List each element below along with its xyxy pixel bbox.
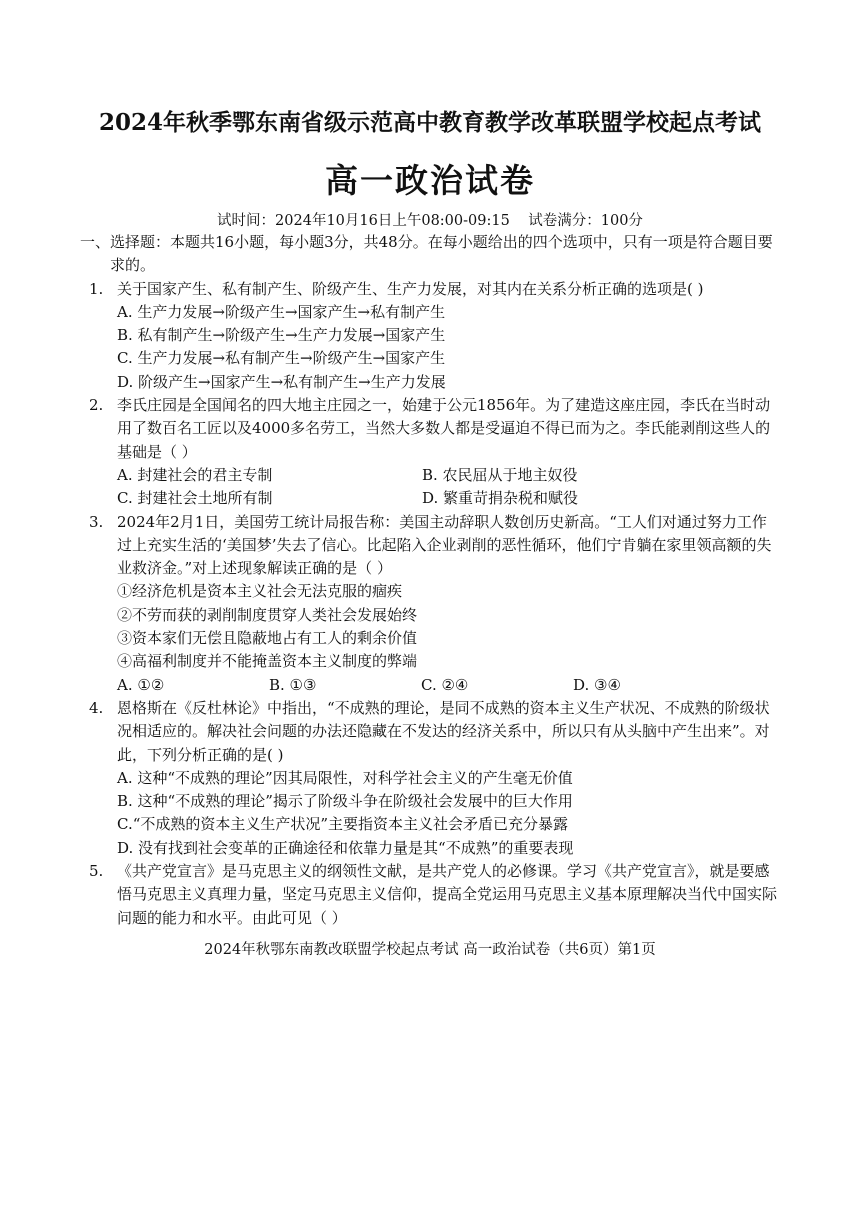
- statement-4: ④高福利制度并不能掩盖资本主义制度的弊端: [117, 652, 418, 671]
- question-number: 3.: [89, 512, 104, 531]
- question-stem: 关于国家产生、私有制产生、阶级产生、生产力发展，对其内在关系分析正确的选项是( ): [117, 279, 704, 298]
- question-number: 4.: [89, 698, 104, 717]
- question-4: [89, 697, 779, 767]
- option-b: B. 这种“不成熟的理论”揭示了阶级斗争在阶级社会发展中的巨大作用: [117, 792, 573, 811]
- option-b: B. 私有制产生→阶级产生→生产力发展→国家产生: [117, 326, 446, 345]
- page-footer: 2024年秋鄂东南教改联盟学校起点考试 高一政治试卷（共6页）第1页: [204, 942, 656, 958]
- question-1: [89, 278, 779, 301]
- question-3: [89, 511, 779, 581]
- question-stem: 李氏庄园是全国闻名的四大地主庄园之一，始建于公元1856年。为了建造这座庄园，李氏在当时动用了数百名工匠以及4000多名劳工，当然大多数人都是受逼迫不得已而为之。李氏能剥削这些人的基础是（ ）: [117, 396, 771, 461]
- option-a: A. 生产力发展→阶级产生→国家产生→私有制产生: [117, 302, 446, 321]
- option-d: D. 没有找到社会变革的正确途径和依靠力量是其“不成熟”的重要表现: [117, 838, 574, 857]
- options-row: [89, 674, 779, 697]
- question-number: 5.: [89, 862, 104, 881]
- statement-3: ③资本家们无偿且隐蔽地占有工人的剩余价值: [117, 629, 418, 648]
- option-d: D. ③④: [573, 675, 621, 694]
- statement-1: ①经济危机是资本主义社会无法克服的痼疾: [117, 582, 403, 601]
- exam-title: 2024年秋季鄂东南省级示范高中教育教学改革联盟学校起点考试: [98, 109, 761, 136]
- option-a: A. 封建社会的君主专制: [117, 465, 273, 484]
- subject-title: 高一政治试卷: [325, 161, 535, 200]
- section-heading: 一、选择题：本题共16小题，每小题3分，共48分。在每小题给出的四个选项中，只有一项是符合题目要求的。: [80, 233, 773, 275]
- statement-2: ②不劳而获的剥削制度贯穿人类社会发展始终: [117, 605, 418, 624]
- option-a: A. 这种“不成熟的理论”因其局限性，对科学社会主义的产生毫无价值: [117, 768, 573, 787]
- question-2: [89, 394, 779, 464]
- question-stem: 《共产党宣言》是马克思主义的纲领性文献，是共产党人的必修课。学习《共产党宣言》，就是要感悟马克思主义真理力量，坚定马克思主义信仰，提高全党运用马克思主义基本原理解决当代中国实际问题的能力和水平。由此可见（ ）: [117, 862, 778, 927]
- option-c: C.“不成熟的资本主义生产状况”主要指资本主义社会矛盾已充分暴露: [117, 815, 569, 834]
- option-c: C. ②④: [421, 675, 469, 694]
- option-a: A. ①②: [117, 675, 165, 694]
- question-content: [80, 231, 779, 930]
- question-stem: 恩格斯在《反杜林论》中指出，“不成熟的理论，是同不成熟的资本主义生产状况、不成熟的阶级状况相适应的。解决社会问题的办法还隐藏在不发达的经济关系中，所以只有从头脑中产生出来”。对此，下列分析正确的是( ): [117, 698, 770, 764]
- exam-info: 试时间：2024年10月16日上午08:00-09:15 试卷满分：100分: [217, 213, 643, 229]
- question-number: 2.: [89, 396, 104, 415]
- option-c: C. 生产力发展→私有制产生→阶级产生→国家产生: [117, 349, 446, 368]
- options-row: [89, 464, 779, 487]
- question-stem: 2024年2月1日，美国劳工统计局报告称：美国主动辞职人数创历史新高。“工人们对通过努力工作过上充实生活的‘美国梦’失去了信心。比起陷入企业剥削的恶性循环，他们宁肯躺在家里领高额的失业救济金。”对上述现象解读正确的是（ ）: [117, 512, 772, 578]
- option-b: B. 农民屈从于地主奴役: [422, 465, 578, 484]
- options-row: [89, 487, 779, 510]
- question-number: 1.: [89, 279, 104, 298]
- option-c: C. 封建社会土地所有制: [117, 489, 273, 508]
- option-d: D. 阶级产生→国家产生→私有制产生→生产力发展: [117, 372, 446, 391]
- question-5: [89, 860, 779, 930]
- option-d: D. 繁重苛捐杂税和赋役: [422, 489, 579, 508]
- option-b: B. ①③: [269, 675, 317, 694]
